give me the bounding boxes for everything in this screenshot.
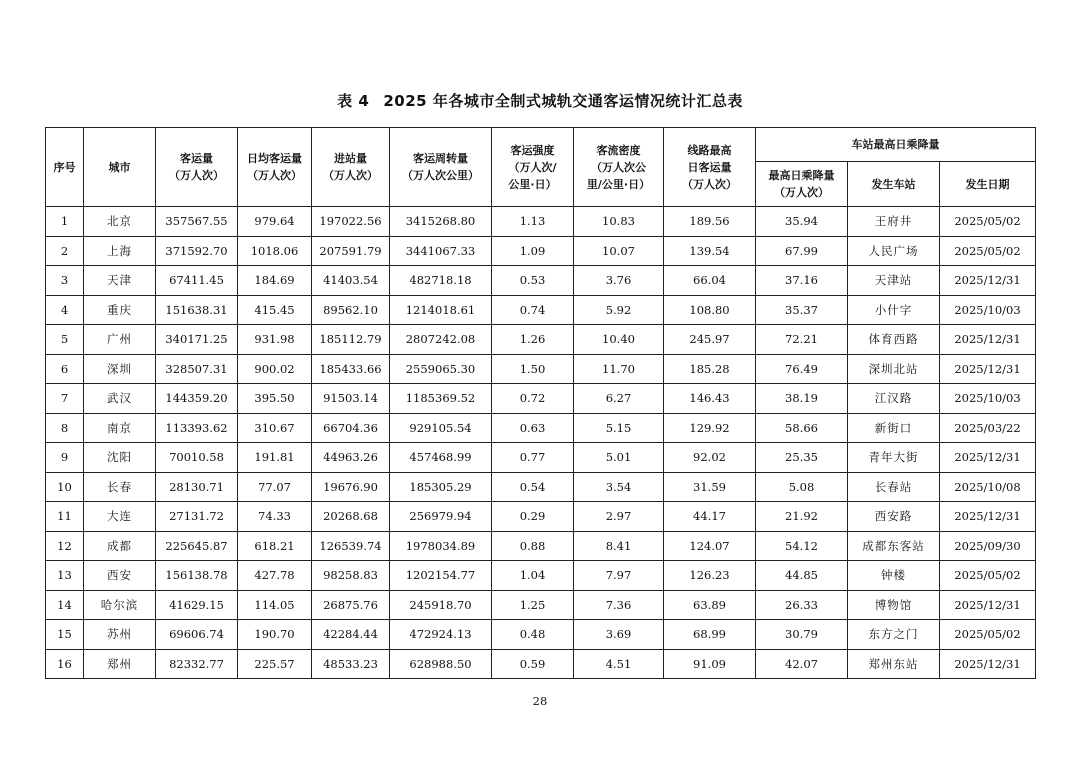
cell-city: 哈尔滨 (84, 590, 156, 620)
cell-intensity: 1.50 (492, 354, 574, 384)
cell-entries: 126539.74 (312, 531, 390, 561)
table-row (46, 295, 1036, 325)
cell-station-name: 郑州东站 (848, 649, 940, 679)
cell-turnover: 3441067.33 (390, 236, 492, 266)
cell-city: 郑州 (84, 649, 156, 679)
table-body (46, 207, 1036, 679)
table-row (46, 207, 1036, 237)
cell-daily-avg: 979.64 (238, 207, 312, 237)
cell-date: 2025/05/02 (940, 207, 1036, 237)
cell-volume: 225645.87 (156, 531, 238, 561)
cell-date: 2025/12/31 (940, 649, 1036, 679)
cell-intensity: 0.72 (492, 384, 574, 414)
cell-volume: 82332.77 (156, 649, 238, 679)
cell-seq: 4 (46, 295, 84, 325)
cell-entries: 48533.23 (312, 649, 390, 679)
cell-date: 2025/12/31 (940, 325, 1036, 355)
cell-volume: 28130.71 (156, 472, 238, 502)
cell-daily-avg: 184.69 (238, 266, 312, 296)
cell-line-max: 129.92 (664, 413, 756, 443)
cell-station-max: 37.16 (756, 266, 848, 296)
cell-station-name: 深圳北站 (848, 354, 940, 384)
cell-intensity: 0.29 (492, 502, 574, 532)
cell-entries: 42284.44 (312, 620, 390, 650)
cell-volume: 67411.45 (156, 266, 238, 296)
cell-city: 北京 (84, 207, 156, 237)
cell-entries: 98258.83 (312, 561, 390, 591)
cell-daily-avg: 427.78 (238, 561, 312, 591)
cell-entries: 66704.36 (312, 413, 390, 443)
cell-station-name: 江汉路 (848, 384, 940, 414)
cell-daily-avg: 77.07 (238, 472, 312, 502)
cell-intensity: 1.25 (492, 590, 574, 620)
cell-daily-avg: 225.57 (238, 649, 312, 679)
cell-entries: 44963.26 (312, 443, 390, 473)
cell-station-max: 67.99 (756, 236, 848, 266)
cell-turnover: 245918.70 (390, 590, 492, 620)
cell-entries: 41403.54 (312, 266, 390, 296)
cell-intensity: 0.63 (492, 413, 574, 443)
cell-line-max: 68.99 (664, 620, 756, 650)
cell-intensity: 0.74 (492, 295, 574, 325)
cell-seq: 13 (46, 561, 84, 591)
cell-daily-avg: 191.81 (238, 443, 312, 473)
cell-date: 2025/10/08 (940, 472, 1036, 502)
cell-line-max: 245.97 (664, 325, 756, 355)
cell-station-name: 成都东客站 (848, 531, 940, 561)
cell-city: 长春 (84, 472, 156, 502)
cell-density: 3.69 (574, 620, 664, 650)
cell-line-max: 185.28 (664, 354, 756, 384)
cell-volume: 69606.74 (156, 620, 238, 650)
cell-turnover: 2807242.08 (390, 325, 492, 355)
cell-seq: 10 (46, 472, 84, 502)
table-row (46, 384, 1036, 414)
cell-daily-avg: 114.05 (238, 590, 312, 620)
cell-entries: 19676.90 (312, 472, 390, 502)
cell-station-name: 长春站 (848, 472, 940, 502)
cell-density: 10.40 (574, 325, 664, 355)
cell-volume: 151638.31 (156, 295, 238, 325)
cell-station-max: 54.12 (756, 531, 848, 561)
cell-date: 2025/05/02 (940, 236, 1036, 266)
header-entries: 进站量 （万人次） (312, 128, 390, 207)
cell-date: 2025/12/31 (940, 590, 1036, 620)
cell-volume: 70010.58 (156, 443, 238, 473)
cell-station-max: 26.33 (756, 590, 848, 620)
cell-line-max: 92.02 (664, 443, 756, 473)
cell-seq: 5 (46, 325, 84, 355)
cell-station-name: 体育西路 (848, 325, 940, 355)
cell-station-max: 38.19 (756, 384, 848, 414)
table-row (46, 649, 1036, 679)
cell-density: 6.27 (574, 384, 664, 414)
cell-seq: 15 (46, 620, 84, 650)
cell-city: 重庆 (84, 295, 156, 325)
cell-intensity: 0.88 (492, 531, 574, 561)
cell-line-max: 139.54 (664, 236, 756, 266)
cell-line-max: 189.56 (664, 207, 756, 237)
table-row (46, 502, 1036, 532)
cell-seq: 6 (46, 354, 84, 384)
header-turnover: 客运周转量 （万人次公里） (390, 128, 492, 207)
table-number: 表 4 (337, 92, 370, 110)
cell-station-max: 5.08 (756, 472, 848, 502)
cell-station-max: 58.66 (756, 413, 848, 443)
cell-turnover: 1202154.77 (390, 561, 492, 591)
cell-city: 南京 (84, 413, 156, 443)
cell-station-name: 东方之门 (848, 620, 940, 650)
cell-density: 3.76 (574, 266, 664, 296)
passenger-stats-table (45, 127, 1036, 679)
cell-intensity: 0.53 (492, 266, 574, 296)
header-seq: 序号 (46, 128, 84, 207)
table-row (46, 266, 1036, 296)
cell-city: 广州 (84, 325, 156, 355)
cell-density: 8.41 (574, 531, 664, 561)
cell-density: 5.15 (574, 413, 664, 443)
cell-city: 西安 (84, 561, 156, 591)
cell-intensity: 1.13 (492, 207, 574, 237)
table-row (46, 325, 1036, 355)
cell-date: 2025/12/31 (940, 443, 1036, 473)
cell-volume: 27131.72 (156, 502, 238, 532)
table-row (46, 531, 1036, 561)
cell-turnover: 2559065.30 (390, 354, 492, 384)
cell-station-max: 42.07 (756, 649, 848, 679)
cell-density: 2.97 (574, 502, 664, 532)
cell-intensity: 0.48 (492, 620, 574, 650)
table-title-text: 2025 年各城市全制式城轨交通客运情况统计汇总表 (383, 92, 743, 110)
cell-station-name: 王府井 (848, 207, 940, 237)
cell-volume: 156138.78 (156, 561, 238, 591)
cell-turnover: 256979.94 (390, 502, 492, 532)
cell-date: 2025/09/30 (940, 531, 1036, 561)
cell-volume: 340171.25 (156, 325, 238, 355)
cell-station-max: 35.94 (756, 207, 848, 237)
cell-entries: 207591.79 (312, 236, 390, 266)
cell-density: 10.07 (574, 236, 664, 266)
cell-seq: 12 (46, 531, 84, 561)
cell-volume: 113393.62 (156, 413, 238, 443)
cell-city: 上海 (84, 236, 156, 266)
cell-seq: 9 (46, 443, 84, 473)
header-city: 城市 (84, 128, 156, 207)
cell-volume: 357567.55 (156, 207, 238, 237)
table-row (46, 236, 1036, 266)
cell-daily-avg: 190.70 (238, 620, 312, 650)
cell-intensity: 1.09 (492, 236, 574, 266)
table-row (46, 561, 1036, 591)
cell-seq: 11 (46, 502, 84, 532)
cell-daily-avg: 618.21 (238, 531, 312, 561)
cell-city: 深圳 (84, 354, 156, 384)
cell-daily-avg: 1018.06 (238, 236, 312, 266)
header-daily-avg: 日均客运量 （万人次） (238, 128, 312, 207)
cell-intensity: 1.26 (492, 325, 574, 355)
header-intensity: 客运强度 （万人次/ 公里·日） (492, 128, 574, 207)
cell-station-max: 30.79 (756, 620, 848, 650)
cell-seq: 14 (46, 590, 84, 620)
cell-volume: 41629.15 (156, 590, 238, 620)
cell-density: 4.51 (574, 649, 664, 679)
cell-station-name: 钟楼 (848, 561, 940, 591)
header-density: 客流密度 （万人次公 里/公里·日） (574, 128, 664, 207)
cell-turnover: 1214018.61 (390, 295, 492, 325)
cell-station-name: 博物馆 (848, 590, 940, 620)
cell-line-max: 31.59 (664, 472, 756, 502)
cell-entries: 185112.79 (312, 325, 390, 355)
cell-station-max: 21.92 (756, 502, 848, 532)
table-title (0, 90, 1080, 111)
table-row (46, 590, 1036, 620)
cell-turnover: 929105.54 (390, 413, 492, 443)
cell-intensity: 0.77 (492, 443, 574, 473)
cell-entries: 20268.68 (312, 502, 390, 532)
cell-daily-avg: 74.33 (238, 502, 312, 532)
cell-city: 天津 (84, 266, 156, 296)
table-row (46, 620, 1036, 650)
cell-line-max: 63.89 (664, 590, 756, 620)
cell-daily-avg: 310.67 (238, 413, 312, 443)
cell-daily-avg: 900.02 (238, 354, 312, 384)
cell-date: 2025/12/31 (940, 354, 1036, 384)
cell-city: 苏州 (84, 620, 156, 650)
cell-turnover: 1978034.89 (390, 531, 492, 561)
cell-seq: 7 (46, 384, 84, 414)
cell-station-name: 天津站 (848, 266, 940, 296)
cell-density: 7.36 (574, 590, 664, 620)
cell-volume: 371592.70 (156, 236, 238, 266)
table-row (46, 354, 1036, 384)
cell-daily-avg: 415.45 (238, 295, 312, 325)
cell-station-max: 72.21 (756, 325, 848, 355)
cell-turnover: 3415268.80 (390, 207, 492, 237)
cell-turnover: 1185369.52 (390, 384, 492, 414)
cell-density: 11.70 (574, 354, 664, 384)
cell-entries: 185433.66 (312, 354, 390, 384)
cell-seq: 16 (46, 649, 84, 679)
header-date: 发生日期 (940, 162, 1036, 207)
cell-city: 成都 (84, 531, 156, 561)
cell-date: 2025/12/31 (940, 502, 1036, 532)
cell-station-name: 新街口 (848, 413, 940, 443)
page-number: 28 (532, 694, 548, 708)
cell-line-max: 146.43 (664, 384, 756, 414)
cell-volume: 144359.20 (156, 384, 238, 414)
cell-seq: 1 (46, 207, 84, 237)
header-station-max: 最高日乘降量 （万人次） (756, 162, 848, 207)
cell-city: 大连 (84, 502, 156, 532)
cell-station-name: 青年大街 (848, 443, 940, 473)
cell-station-max: 76.49 (756, 354, 848, 384)
cell-date: 2025/05/02 (940, 620, 1036, 650)
header-station-group: 车站最高日乘降量 (756, 128, 1036, 162)
table-row (46, 413, 1036, 443)
cell-station-name: 人民广场 (848, 236, 940, 266)
cell-entries: 26875.76 (312, 590, 390, 620)
cell-line-max: 124.07 (664, 531, 756, 561)
cell-turnover: 628988.50 (390, 649, 492, 679)
cell-city: 武汉 (84, 384, 156, 414)
cell-seq: 8 (46, 413, 84, 443)
table-row (46, 472, 1036, 502)
cell-line-max: 66.04 (664, 266, 756, 296)
cell-intensity: 0.54 (492, 472, 574, 502)
cell-date: 2025/03/22 (940, 413, 1036, 443)
cell-density: 5.92 (574, 295, 664, 325)
header-station-name: 发生车站 (848, 162, 940, 207)
cell-city: 沈阳 (84, 443, 156, 473)
cell-density: 10.83 (574, 207, 664, 237)
cell-daily-avg: 931.98 (238, 325, 312, 355)
cell-station-max: 25.35 (756, 443, 848, 473)
cell-turnover: 482718.18 (390, 266, 492, 296)
header-volume: 客运量 （万人次） (156, 128, 238, 207)
cell-volume: 328507.31 (156, 354, 238, 384)
cell-line-max: 44.17 (664, 502, 756, 532)
cell-density: 5.01 (574, 443, 664, 473)
cell-density: 3.54 (574, 472, 664, 502)
cell-station-name: 小什字 (848, 295, 940, 325)
cell-turnover: 472924.13 (390, 620, 492, 650)
cell-entries: 197022.56 (312, 207, 390, 237)
cell-entries: 91503.14 (312, 384, 390, 414)
cell-date: 2025/10/03 (940, 295, 1036, 325)
cell-intensity: 0.59 (492, 649, 574, 679)
cell-seq: 3 (46, 266, 84, 296)
cell-density: 7.97 (574, 561, 664, 591)
cell-line-max: 108.80 (664, 295, 756, 325)
table-row (46, 443, 1036, 473)
header-line-max: 线路最高 日客运量 （万人次） (664, 128, 756, 207)
cell-intensity: 1.04 (492, 561, 574, 591)
cell-date: 2025/10/03 (940, 384, 1036, 414)
cell-station-name: 西安路 (848, 502, 940, 532)
cell-daily-avg: 395.50 (238, 384, 312, 414)
cell-station-max: 35.37 (756, 295, 848, 325)
cell-turnover: 457468.99 (390, 443, 492, 473)
cell-line-max: 91.09 (664, 649, 756, 679)
cell-date: 2025/05/02 (940, 561, 1036, 591)
cell-station-max: 44.85 (756, 561, 848, 591)
cell-turnover: 185305.29 (390, 472, 492, 502)
cell-seq: 2 (46, 236, 84, 266)
cell-date: 2025/12/31 (940, 266, 1036, 296)
cell-entries: 89562.10 (312, 295, 390, 325)
cell-line-max: 126.23 (664, 561, 756, 591)
